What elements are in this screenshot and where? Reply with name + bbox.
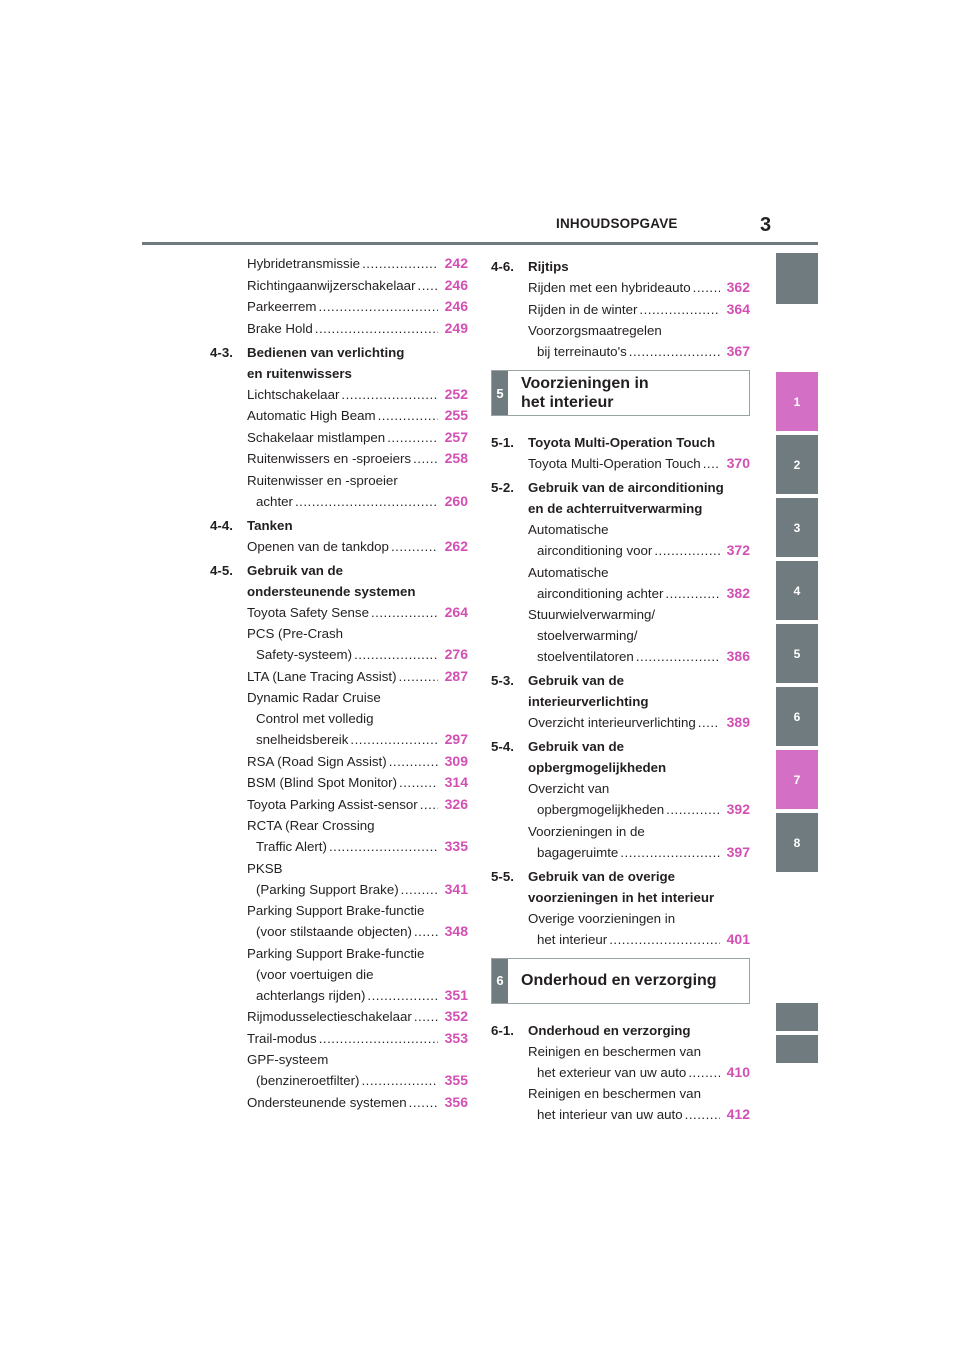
entry-last-line bbox=[528, 842, 750, 863]
section-title bbox=[247, 515, 468, 536]
page-link[interactable]: 252 bbox=[444, 385, 468, 402]
entry-title-line: Rijden met een hybrideauto bbox=[528, 280, 691, 295]
entry-title-line: Overzicht van bbox=[528, 781, 610, 796]
entry-last-line bbox=[528, 341, 750, 362]
page-link[interactable]: 287 bbox=[444, 667, 468, 684]
toc-entry[interactable] bbox=[210, 900, 468, 942]
page-link[interactable]: 258 bbox=[444, 450, 468, 466]
section-title bbox=[528, 432, 750, 453]
entry-last-line bbox=[528, 712, 750, 733]
page-link[interactable]: 264 bbox=[444, 603, 468, 620]
section-heading bbox=[491, 736, 750, 778]
entry-title-line: (voor stilstaande objecten) bbox=[256, 924, 412, 939]
toc-entry[interactable] bbox=[491, 1083, 750, 1125]
toc-entry[interactable] bbox=[210, 275, 468, 296]
entry-title-line: Openen van de tankdop bbox=[247, 538, 389, 554]
toc-entry[interactable] bbox=[210, 858, 468, 900]
toc-entry[interactable] bbox=[210, 687, 468, 750]
page-link[interactable]: 382 bbox=[726, 584, 750, 601]
page-link[interactable]: 389 bbox=[726, 714, 750, 730]
page-link[interactable]: 335 bbox=[444, 838, 468, 854]
section-title-line: Tanken bbox=[247, 517, 293, 533]
dot-leader bbox=[329, 836, 438, 857]
toc-entry[interactable] bbox=[491, 299, 750, 320]
page-link[interactable]: 386 bbox=[726, 648, 750, 664]
dot-leader bbox=[367, 985, 438, 1006]
entry-last-line bbox=[528, 277, 750, 298]
entry-last-line bbox=[247, 405, 468, 426]
entry-title-line: (Parking Support Brake) bbox=[256, 881, 399, 897]
entry-title-line: Ondersteunende systemen bbox=[247, 1094, 407, 1110]
entry-title-line: bij terreinauto's bbox=[537, 344, 627, 359]
entry-title-line: Automatic High Beam bbox=[247, 408, 376, 423]
page-link[interactable]: 355 bbox=[444, 1072, 468, 1088]
entry-last-line bbox=[247, 921, 468, 942]
toc-entry[interactable] bbox=[210, 296, 468, 317]
entry-last-line bbox=[247, 644, 468, 665]
entry-title-line: snelheidsbereik bbox=[256, 732, 349, 747]
entry-last-line bbox=[247, 794, 468, 815]
entry-title-line: het interieur van uw auto bbox=[537, 1107, 683, 1122]
section-title-line: Toyota Multi-Operation Touch bbox=[528, 435, 716, 450]
page-link[interactable]: 262 bbox=[444, 537, 468, 554]
toc-entry[interactable] bbox=[210, 602, 468, 623]
page-link[interactable]: 412 bbox=[726, 1106, 750, 1122]
section-heading bbox=[210, 515, 468, 536]
page-link[interactable]: 260 bbox=[444, 492, 468, 509]
dot-leader bbox=[318, 296, 438, 317]
section-title-line: Gebruik van de bbox=[528, 739, 625, 754]
entry-title-line: RCTA (Rear Crossing bbox=[247, 818, 375, 833]
toc-entry[interactable] bbox=[210, 943, 468, 1006]
chapter-tab-1[interactable]: 1 bbox=[776, 372, 818, 431]
entry-last-line bbox=[528, 299, 750, 320]
section-title-line: Gebruik van de airconditioning bbox=[528, 480, 724, 495]
section-title-line: interieurverlichting bbox=[528, 694, 649, 709]
chapter-tab-6[interactable]: 6 bbox=[776, 687, 818, 746]
entry-title-line: airconditioning voor bbox=[537, 543, 653, 558]
toc-entry[interactable] bbox=[210, 318, 468, 339]
page-link[interactable]: 364 bbox=[726, 300, 750, 317]
entry-last-line bbox=[247, 384, 468, 405]
section-title-line: Gebruik van de bbox=[528, 673, 625, 688]
section-heading bbox=[491, 432, 750, 453]
entry-title-line: Toyota Parking Assist-sensor bbox=[247, 796, 418, 812]
toc-entry[interactable] bbox=[210, 666, 468, 687]
dot-leader bbox=[350, 729, 438, 750]
entry-last-line bbox=[247, 1070, 468, 1091]
entry-last-line bbox=[528, 583, 750, 604]
chapter-tab-8[interactable]: 8 bbox=[776, 813, 818, 872]
toc-entry[interactable] bbox=[210, 405, 468, 426]
entry-title-line: Richtingaanwijzerschakelaar bbox=[247, 277, 416, 293]
dot-leader bbox=[387, 427, 438, 448]
entry-last-line bbox=[247, 879, 468, 900]
toc-entry[interactable] bbox=[491, 908, 750, 950]
section-title-line: voorzieningen in het interieur bbox=[528, 889, 715, 905]
page-link[interactable]: 309 bbox=[444, 752, 468, 769]
dot-leader bbox=[409, 1092, 438, 1113]
entry-title-line: Automatische bbox=[528, 564, 609, 580]
entry-title-line: Lichtschakelaar bbox=[247, 386, 340, 402]
entry-title-line: stoelventilatoren bbox=[537, 649, 634, 664]
page-number: 3 bbox=[760, 214, 772, 236]
section-number: 5-1. bbox=[491, 435, 514, 450]
entry-last-line bbox=[247, 1028, 468, 1049]
page-link[interactable]: 353 bbox=[444, 1029, 468, 1046]
entry-last-line bbox=[247, 751, 468, 772]
entry-title-line: het exterieur van uw auto bbox=[537, 1064, 687, 1080]
section-heading bbox=[491, 670, 750, 712]
entry-title-line: Safety-systeem) bbox=[256, 647, 353, 662]
page-link[interactable]: 246 bbox=[444, 298, 468, 314]
entry-last-line bbox=[247, 985, 468, 1006]
section-number: 5-4. bbox=[491, 739, 514, 754]
entry-title-line: bagageruimte bbox=[537, 844, 619, 860]
chapter-tab-5[interactable]: 5 bbox=[776, 624, 818, 683]
entry-title-line: Traffic Alert) bbox=[256, 839, 327, 854]
toc-entry[interactable] bbox=[491, 1041, 750, 1083]
entry-title-line: Stuurwielverwarming/ bbox=[528, 607, 656, 622]
entry-last-line bbox=[247, 836, 468, 857]
entry-title-line: Reinigen en beschermen van bbox=[528, 1043, 701, 1059]
chapter-heading-box bbox=[491, 370, 750, 416]
chapter-title-line: het interieur bbox=[521, 394, 614, 411]
chapter-tab-2[interactable]: 2 bbox=[776, 435, 818, 494]
section-title-line: ondersteunende systemen bbox=[247, 583, 416, 599]
entry-last-line bbox=[528, 1104, 750, 1125]
dot-leader bbox=[420, 794, 438, 815]
page-link[interactable]: 401 bbox=[726, 930, 750, 947]
entry-last-line bbox=[528, 929, 750, 950]
section-title bbox=[247, 560, 468, 602]
page-link[interactable]: 249 bbox=[444, 319, 468, 336]
chapter-tab-7[interactable]: 7 bbox=[776, 750, 818, 809]
header-divider bbox=[142, 242, 818, 245]
toc-entry[interactable] bbox=[210, 1092, 468, 1113]
entry-title-line: Voorzieningen in de bbox=[528, 823, 645, 839]
toc-entry[interactable] bbox=[210, 1049, 468, 1091]
section-number: 5-5. bbox=[491, 868, 514, 884]
toc-entry[interactable] bbox=[210, 772, 468, 793]
entry-last-line bbox=[528, 646, 750, 667]
entry-title-line: Overzicht interieurverlichting bbox=[528, 715, 696, 730]
dot-leader bbox=[389, 751, 438, 772]
page-link[interactable]: 410 bbox=[726, 1063, 750, 1080]
toc-entry[interactable] bbox=[491, 778, 750, 820]
section-heading bbox=[491, 866, 750, 908]
entry-title-line: Parking Support Brake-functie bbox=[247, 945, 425, 961]
dot-leader bbox=[399, 772, 438, 793]
section-title-line: Onderhoud en verzorging bbox=[528, 1022, 691, 1038]
entry-title-line: opbergmogelijkheden bbox=[537, 802, 665, 817]
toc-entry[interactable] bbox=[491, 562, 750, 604]
section-title-line: Gebruik van de bbox=[247, 562, 344, 578]
section-title-line: en ruitenwissers bbox=[247, 365, 352, 381]
toc-entry[interactable] bbox=[210, 623, 468, 665]
toc-right-column bbox=[491, 253, 750, 1126]
entry-last-line bbox=[247, 772, 468, 793]
header-title: INHOUDSOPGAVE bbox=[556, 216, 678, 231]
entry-title-line: Reinigen en beschermen van bbox=[528, 1086, 701, 1101]
page-link[interactable]: 392 bbox=[726, 801, 750, 817]
toc-entry[interactable] bbox=[491, 821, 750, 863]
toc-entry[interactable] bbox=[210, 253, 468, 274]
entry-title-line: Parkeerrem bbox=[247, 299, 317, 314]
dot-leader bbox=[698, 712, 720, 733]
section-title-line: en de achterruitverwarming bbox=[528, 501, 703, 516]
entry-last-line bbox=[247, 448, 468, 469]
entry-last-line bbox=[247, 1006, 468, 1027]
section-number: 5-2. bbox=[491, 480, 514, 495]
entry-title-line: Automatische bbox=[528, 522, 609, 537]
entry-title-line: BSM (Blind Spot Monitor) bbox=[247, 775, 398, 790]
entry-title-line: stoelverwarming/ bbox=[537, 628, 638, 643]
section-title-line: Gebruik van de overige bbox=[528, 868, 676, 884]
entry-title-line: het interieur bbox=[537, 931, 608, 947]
dot-leader bbox=[629, 341, 720, 362]
section-number: 4-4. bbox=[210, 517, 233, 533]
toc-entry[interactable] bbox=[210, 1006, 468, 1027]
section-title bbox=[528, 670, 750, 712]
dot-leader bbox=[399, 666, 438, 687]
entry-last-line bbox=[247, 427, 468, 448]
entry-title-line: Voorzorgsmaatregelen bbox=[528, 323, 662, 338]
dot-leader bbox=[319, 1028, 438, 1049]
entry-last-line bbox=[528, 540, 750, 561]
toc-entry[interactable] bbox=[491, 320, 750, 362]
dot-leader bbox=[391, 536, 438, 557]
dot-leader bbox=[413, 448, 438, 469]
entry-title-line: Ruitenwisser en -sproeier bbox=[247, 472, 398, 488]
section-title bbox=[528, 1020, 750, 1041]
entry-title-line: Ruitenwissers en -sproeiers bbox=[247, 451, 412, 466]
entry-last-line bbox=[247, 253, 468, 274]
dot-leader bbox=[354, 644, 438, 665]
toc-entry[interactable] bbox=[210, 751, 468, 772]
section-number: 4-5. bbox=[210, 562, 233, 578]
page-link[interactable]: 242 bbox=[444, 255, 468, 271]
section-title bbox=[247, 342, 468, 384]
dot-leader bbox=[401, 879, 438, 900]
section-heading bbox=[491, 1020, 750, 1041]
dot-leader bbox=[703, 453, 720, 474]
entry-last-line bbox=[247, 296, 468, 317]
toc-entry[interactable] bbox=[210, 815, 468, 857]
dot-leader bbox=[693, 277, 720, 298]
entry-title-line: Overige voorzieningen in bbox=[528, 910, 676, 926]
entry-title-line: RSA (Road Sign Assist) bbox=[247, 753, 387, 769]
section-title-line: Bedienen van verlichting bbox=[247, 344, 405, 360]
dot-leader bbox=[620, 842, 720, 863]
page-link[interactable]: 397 bbox=[726, 843, 750, 860]
chapter-tab-blank[interactable] bbox=[776, 253, 818, 304]
toc-entry[interactable] bbox=[210, 794, 468, 815]
page-link[interactable]: 314 bbox=[444, 774, 468, 790]
page-link[interactable]: 348 bbox=[444, 923, 468, 939]
page-link[interactable]: 257 bbox=[444, 428, 468, 445]
entry-last-line bbox=[247, 491, 468, 512]
section-title bbox=[528, 866, 750, 908]
toc-entry[interactable] bbox=[491, 712, 750, 733]
entry-title-line: Toyota Multi-Operation Touch bbox=[528, 456, 701, 471]
toc-entry[interactable] bbox=[210, 536, 468, 557]
page-link[interactable]: 351 bbox=[444, 986, 468, 1003]
toc-entry[interactable] bbox=[210, 384, 468, 405]
chapter-title-line: Onderhoud en verzorging bbox=[521, 972, 717, 989]
page-link[interactable]: 356 bbox=[444, 1093, 468, 1110]
entry-last-line bbox=[247, 666, 468, 687]
chapter-tab-3[interactable]: 3 bbox=[776, 498, 818, 557]
toc-entry[interactable] bbox=[491, 604, 750, 667]
page-link[interactable]: 370 bbox=[726, 455, 750, 471]
entry-last-line bbox=[247, 602, 468, 623]
entry-last-line bbox=[528, 799, 750, 820]
chapter-number: 6 bbox=[492, 959, 508, 1003]
chapter-title bbox=[521, 374, 649, 412]
toc-entry[interactable] bbox=[210, 448, 468, 469]
page-link[interactable]: 367 bbox=[726, 343, 750, 359]
entry-title-line: Dynamic Radar Cruise bbox=[247, 690, 381, 705]
dot-leader bbox=[414, 1006, 438, 1027]
page-link[interactable]: 352 bbox=[444, 1008, 468, 1024]
entry-last-line bbox=[528, 453, 750, 474]
toc-entry[interactable] bbox=[491, 519, 750, 561]
entry-last-line bbox=[528, 1062, 750, 1083]
chapter-title-line: Voorzieningen in bbox=[521, 375, 649, 392]
toc-entry[interactable] bbox=[210, 1028, 468, 1049]
entry-title-line: PCS (Pre-Crash bbox=[247, 626, 344, 641]
section-heading bbox=[491, 256, 750, 277]
entry-title-line: GPF-systeem bbox=[247, 1052, 329, 1067]
entry-last-line bbox=[247, 729, 468, 750]
entry-title-line: Parking Support Brake-functie bbox=[247, 903, 425, 918]
section-title-line: Rijtips bbox=[528, 259, 569, 274]
entry-title-line: Brake Hold bbox=[247, 320, 313, 336]
entry-title-line: (voor voertuigen die bbox=[256, 966, 374, 982]
dot-leader bbox=[315, 318, 438, 339]
dot-leader bbox=[639, 299, 720, 320]
entry-last-line bbox=[247, 275, 468, 296]
section-title-line: opbergmogelijkheden bbox=[528, 760, 667, 775]
entry-title-line: Rijmodusselectieschakelaar bbox=[247, 1009, 412, 1024]
entry-title-line: Toyota Safety Sense bbox=[247, 604, 369, 620]
dot-leader bbox=[665, 583, 720, 604]
entry-title-line: Rijden in de winter bbox=[528, 301, 638, 317]
dot-leader bbox=[418, 275, 438, 296]
entry-title-line: Schakelaar mistlampen bbox=[247, 429, 386, 445]
dot-leader bbox=[688, 1062, 720, 1083]
entry-title-line: PKSB bbox=[247, 860, 283, 876]
page-link[interactable]: 255 bbox=[444, 407, 468, 423]
dot-leader bbox=[636, 646, 720, 667]
toc-entry[interactable] bbox=[491, 453, 750, 474]
toc-entry[interactable] bbox=[491, 277, 750, 298]
entry-title-line: airconditioning achter bbox=[537, 585, 664, 601]
dot-leader bbox=[609, 929, 720, 950]
page-link[interactable]: 297 bbox=[444, 731, 468, 747]
section-title bbox=[528, 477, 750, 519]
dot-leader bbox=[362, 253, 438, 274]
section-number: 4-6. bbox=[491, 259, 514, 274]
chapter-tab-4[interactable]: 4 bbox=[776, 561, 818, 620]
section-number: 6-1. bbox=[491, 1022, 514, 1038]
entry-last-line bbox=[247, 536, 468, 557]
dot-leader bbox=[378, 405, 438, 426]
toc-entry[interactable] bbox=[210, 470, 468, 512]
entry-last-line bbox=[247, 318, 468, 339]
toc-entry[interactable] bbox=[210, 427, 468, 448]
entry-title-line: (benzineroetfilter) bbox=[256, 1073, 360, 1088]
page-link[interactable]: 341 bbox=[444, 880, 468, 897]
entry-title-line: Control met volledig bbox=[256, 711, 374, 726]
section-heading bbox=[491, 477, 750, 519]
dot-leader bbox=[295, 491, 438, 512]
entry-title-line: achter bbox=[256, 493, 293, 509]
page-link[interactable]: 372 bbox=[726, 542, 750, 558]
page-link[interactable]: 246 bbox=[444, 276, 468, 293]
chapter-title bbox=[521, 971, 717, 990]
toc-left-column bbox=[210, 253, 468, 1113]
section-number: 4-3. bbox=[210, 344, 233, 360]
dot-leader bbox=[341, 384, 438, 405]
dot-leader bbox=[414, 921, 438, 942]
dot-leader bbox=[666, 799, 720, 820]
page-link[interactable]: 326 bbox=[444, 795, 468, 812]
entry-last-line bbox=[247, 1092, 468, 1113]
chapter-number: 5 bbox=[492, 371, 508, 415]
chapter-heading-box bbox=[491, 958, 750, 1004]
chapter-tab-blank[interactable] bbox=[776, 1003, 818, 1031]
dot-leader bbox=[361, 1070, 438, 1091]
page-link[interactable]: 362 bbox=[726, 279, 750, 295]
entry-title-line: Trail-modus bbox=[247, 1030, 317, 1046]
dot-leader bbox=[685, 1104, 720, 1125]
entry-title-line: Hybridetransmissie bbox=[247, 256, 361, 271]
dot-leader bbox=[654, 540, 720, 561]
chapter-tab-blank[interactable] bbox=[776, 1035, 818, 1063]
section-title bbox=[528, 256, 750, 277]
section-heading bbox=[210, 560, 468, 602]
entry-title-line: achterlangs rijden) bbox=[256, 987, 366, 1003]
section-number: 5-3. bbox=[491, 673, 514, 688]
page-link[interactable]: 276 bbox=[444, 646, 468, 662]
entry-title-line: LTA (Lane Tracing Assist) bbox=[247, 668, 397, 684]
section-heading bbox=[210, 342, 468, 384]
dot-leader bbox=[371, 602, 438, 623]
section-title bbox=[528, 736, 750, 778]
